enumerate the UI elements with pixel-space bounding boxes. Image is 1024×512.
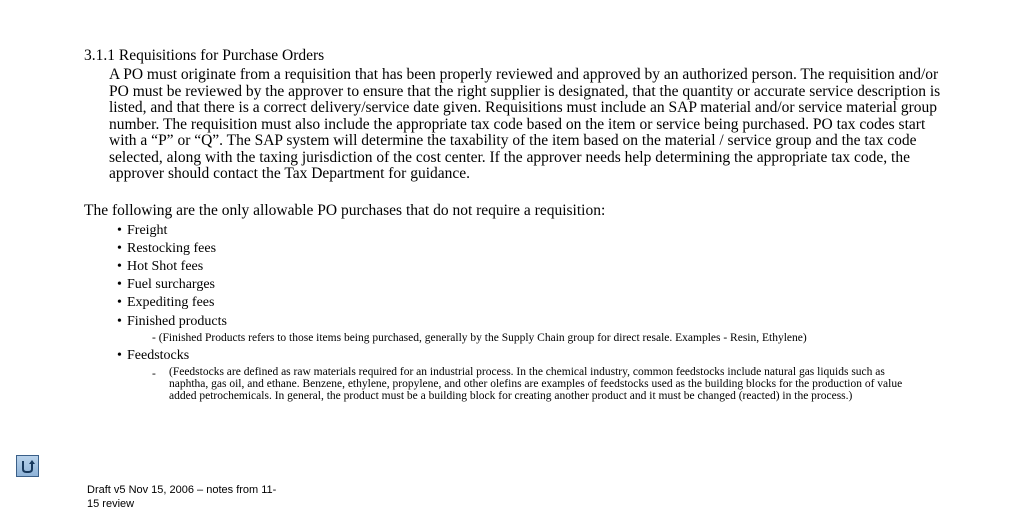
bullet-item-expediting-fees — [117, 294, 214, 311]
bullet-dot: • — [117, 241, 122, 256]
bullet-item-freight — [117, 222, 167, 239]
bullet-item-hot-shot-fees — [117, 258, 203, 275]
return-button[interactable] — [16, 455, 39, 477]
feedstocks-note-dash: - — [152, 368, 156, 380]
bullet-dot: • — [117, 277, 122, 292]
bullet-label: Expediting fees — [127, 295, 215, 310]
finished-products-note: - (Finished Products refers to those items being purchased, generally by the Supply Chain group for direct resale. Examples - Resin, Ethylene) — [152, 332, 807, 344]
section-heading: 3.1.1 Requisitions for Purchase Orders — [84, 47, 325, 64]
policy-paragraph: A PO must originate from a requisition that has been properly reviewed and approved by an authorized person. The requisition and/or PO must be reviewed by the approver to ensure that the right supplier is designated, that the quantity or accurate service description is listed, and that there is a correct delivery/service date given. Requisitions must include an SAP material and/or service material group number. The requisition must also include the appropriate tax code based on the item or service being purchased. PO tax codes start with a “P” or “Q”. The SAP system will determine the taxability of the item based on the material / service group and the tax code selected, along with the taxing jurisdiction of the cost center. If the approver needs help determining the appropriate tax code, the approver should contact the Tax Department for guidance. — [109, 66, 941, 182]
bullet-dot: • — [117, 348, 122, 363]
footer-note: Draft v5 Nov 15, 2006 – notes from 11-15 review — [87, 484, 277, 510]
bullet-label: Fuel surcharges — [127, 277, 215, 292]
bullet-label: Hot Shot fees — [127, 259, 204, 274]
bullet-dot: • — [117, 259, 122, 274]
bullet-dot: • — [117, 314, 122, 329]
bullet-dot: • — [117, 223, 122, 238]
feedstocks-note: (Feedstocks are defined as raw materials required for an industrial process. In the chemical industry, common feedstocks include natural gas liquids such as naphtha, gas oil, and ethane. Benzene, ethylene, propylene, and other olefins are examples of feedstocks used as the building blocks for the production of value added petrochemicals. In general, the product must be a building block for creating another product and it must be changed (reacted) in the process.) — [169, 366, 903, 402]
bullet-label: Restocking fees — [127, 241, 217, 256]
bullet-dot: • — [117, 295, 122, 310]
intro-line: The following are the only allowable PO purchases that do not require a requisition: — [84, 202, 606, 219]
bullet-label: Freight — [127, 223, 168, 238]
bullet-item-finished-products — [117, 313, 227, 330]
bullet-item-restocking-fees — [117, 240, 216, 257]
bullet-item-feedstocks — [117, 347, 189, 364]
bullet-label: Feedstocks — [127, 348, 190, 363]
bullet-label: Finished products — [127, 314, 227, 329]
bullet-item-fuel-surcharges — [117, 276, 215, 293]
return-arrow-icon — [19, 458, 36, 474]
